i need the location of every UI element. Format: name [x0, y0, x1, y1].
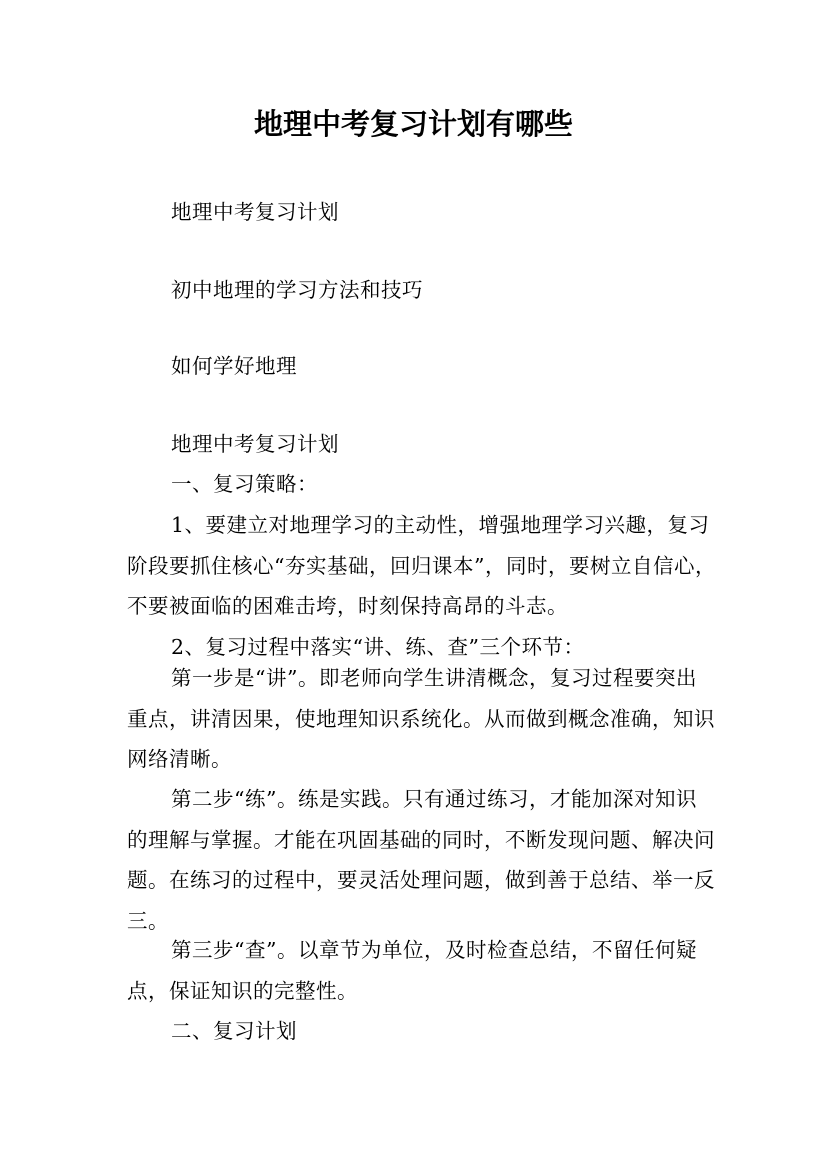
toc-item-exam-plan: 地理中考复习计划	[171, 200, 339, 224]
section-heading: 地理中考复习计划	[171, 432, 339, 456]
paragraph-step-3: 第三步“查”。以章节为单位，及时检查总结，不留任何疑点，保证知识的完整性。	[127, 938, 697, 1003]
paragraph-step-1: 第一步是“讲”。即老师向学生讲清概念，复习过程要突出重点，讲清因果，使地理知识系统化。从而做到概念准确，知识网络清晰。	[127, 666, 715, 771]
paragraph-strategy-2: 2、复习过程中落实“讲、练、查”三个环节：	[171, 635, 585, 659]
toc-item-methods: 初中地理的学习方法和技巧	[171, 278, 423, 302]
strategy-heading: 一、复习策略：	[171, 472, 318, 496]
plan-heading: 二、复习计划	[171, 1019, 297, 1043]
paragraph-strategy-1: 1、要建立对地理学习的主动性，增强地理学习兴趣，复习阶段要抓住核心“夯实基础，回归课本”，同时，要树立自信心，不要被面临的困难击垮，时刻保持高昂的斗志。	[127, 513, 716, 618]
toc-item-how-to-learn: 如何学好地理	[171, 354, 297, 378]
document-title: 地理中考复习计划有哪些	[253, 107, 573, 141]
paragraph-step-2: 第二步“练”。练是实践。只有通过练习，才能加深对知识的理解与掌握。才能在巩固基础的同时，不断发现问题、解决问题。在练习的过程中，要灵活处理问题，做到善于总结、举一反三。	[127, 787, 715, 933]
